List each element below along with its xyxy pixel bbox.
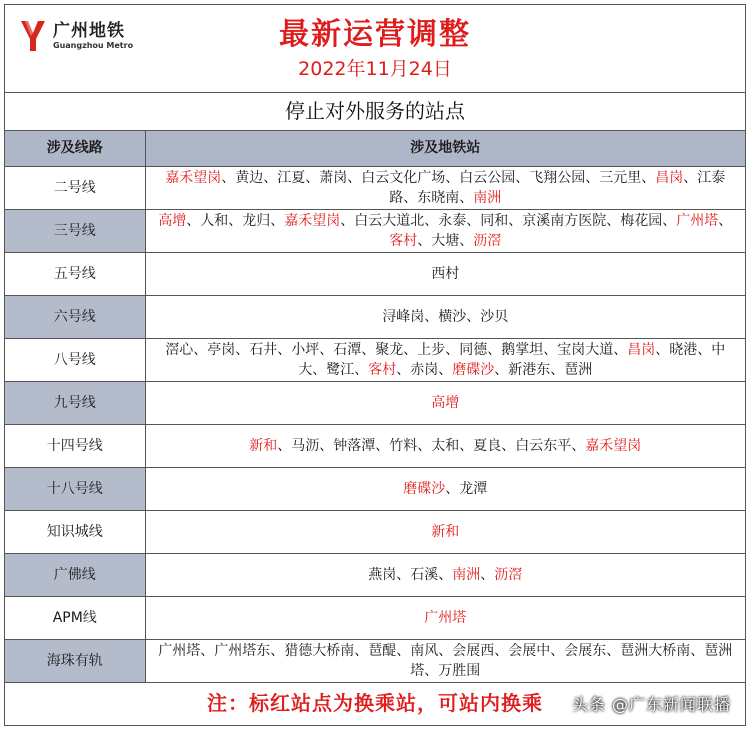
station-list bbox=[145, 295, 745, 338]
station-text: 、新港东、琶洲 bbox=[494, 361, 593, 378]
notice-header bbox=[5, 5, 745, 93]
transfer-station: 广州塔 bbox=[424, 609, 467, 626]
transfer-station: 客村 bbox=[368, 361, 397, 378]
table-row bbox=[5, 252, 745, 295]
transfer-station: 高增 bbox=[158, 212, 187, 229]
section-subtitle: 停止对外服务的站点 bbox=[5, 93, 745, 131]
station-text: 、大塘、 bbox=[417, 232, 474, 249]
station-text: 、江泰路、东晓南、 bbox=[389, 169, 726, 206]
transfer-station: 南洲 bbox=[452, 566, 481, 583]
transfer-station: 昌岗 bbox=[655, 169, 684, 186]
station-text: 广州塔、广州塔东、猎德大桥南、琶醍、南风、会展西、会展中、会展东、琶洲大桥南、琶洲塔、万胜围 bbox=[158, 642, 733, 679]
transfer-station: 昌岗 bbox=[627, 341, 656, 358]
line-name: 十八号线 bbox=[5, 467, 145, 510]
page-title: 最新运营调整 bbox=[279, 17, 471, 52]
transfer-station: 广州塔 bbox=[676, 212, 719, 229]
logo-name-en: Guangzhou Metro bbox=[53, 41, 134, 50]
column-header-line: 涉及线路 bbox=[5, 131, 145, 166]
station-text: 、晓港、中大、鹭江、 bbox=[298, 341, 726, 378]
line-name: 六号线 bbox=[5, 295, 145, 338]
line-name: 九号线 bbox=[5, 381, 145, 424]
station-text: 、龙潭 bbox=[445, 480, 488, 497]
line-name: 海珠有轨 bbox=[5, 639, 145, 682]
station-text: 、白云大道北、永泰、同和、京溪南方医院、梅花园、 bbox=[340, 212, 677, 229]
transfer-station: 沥滘 bbox=[473, 232, 502, 249]
notice-date: 2022年11月24日 bbox=[298, 58, 452, 80]
table-row bbox=[5, 295, 745, 338]
transfer-note: 注：标红站点为换乘站，可站内换乘 bbox=[207, 691, 543, 715]
transfer-station: 嘉禾望岗 bbox=[585, 437, 642, 454]
station-text: 、马沥、钟落潭、竹料、太和、夏良、白云东平、 bbox=[277, 437, 586, 454]
station-text: 、 bbox=[718, 212, 733, 229]
transfer-station: 新和 bbox=[249, 437, 278, 454]
station-text: 西村 bbox=[431, 265, 460, 282]
transfer-station: 磨碟沙 bbox=[403, 480, 446, 497]
station-text: 燕岗、石溪、 bbox=[368, 566, 453, 583]
table-row bbox=[5, 553, 745, 596]
table-row bbox=[5, 166, 745, 209]
transfer-station: 嘉禾望岗 bbox=[165, 169, 222, 186]
transfer-station: 嘉禾望岗 bbox=[284, 212, 341, 229]
notice-sheet bbox=[4, 4, 746, 726]
table-row bbox=[5, 596, 745, 639]
line-name: 广佛线 bbox=[5, 553, 145, 596]
line-name: 二号线 bbox=[5, 166, 145, 209]
line-name: 十四号线 bbox=[5, 424, 145, 467]
station-text: 、 bbox=[480, 566, 495, 583]
station-list bbox=[145, 338, 745, 381]
station-list bbox=[145, 252, 745, 295]
station-list bbox=[145, 639, 745, 682]
station-list bbox=[145, 467, 745, 510]
transfer-station: 沥滘 bbox=[494, 566, 523, 583]
station-text: 、人和、龙归、 bbox=[186, 212, 285, 229]
table-row bbox=[5, 338, 745, 381]
station-list bbox=[145, 209, 745, 252]
source-watermark: 头条 @广东新闻联播 bbox=[571, 695, 731, 714]
line-name: 五号线 bbox=[5, 252, 145, 295]
station-text: 、赤岗、 bbox=[396, 361, 453, 378]
line-name: 知识城线 bbox=[5, 510, 145, 553]
table-header-row bbox=[5, 131, 745, 166]
transfer-station: 新和 bbox=[431, 523, 460, 540]
station-list bbox=[145, 596, 745, 639]
line-name: APM线 bbox=[5, 596, 145, 639]
line-name: 八号线 bbox=[5, 338, 145, 381]
table-row bbox=[5, 467, 745, 510]
station-text: 滘心、亭岗、石井、小坪、石潭、聚龙、上步、同德、鹅掌坦、宝岗大道、 bbox=[165, 341, 628, 358]
station-list bbox=[145, 424, 745, 467]
table-row bbox=[5, 510, 745, 553]
closed-stations-table bbox=[5, 131, 745, 683]
station-list bbox=[145, 553, 745, 596]
logo-name-cn: 广州地铁 bbox=[53, 21, 125, 41]
column-header-stations: 涉及地铁站 bbox=[145, 131, 745, 166]
station-list bbox=[145, 381, 745, 424]
transfer-station: 南洲 bbox=[473, 189, 502, 206]
station-text: 、黄边、江夏、萧岗、白云文化广场、白云公园、飞翔公园、三元里、 bbox=[221, 169, 656, 186]
transfer-station: 磨碟沙 bbox=[452, 361, 495, 378]
table-row bbox=[5, 424, 745, 467]
table-row bbox=[5, 639, 745, 682]
station-text: 浔峰岗、横沙、沙贝 bbox=[382, 308, 509, 325]
transfer-station: 高增 bbox=[431, 394, 460, 411]
line-name: 三号线 bbox=[5, 209, 145, 252]
station-list bbox=[145, 166, 745, 209]
table-row bbox=[5, 381, 745, 424]
transfer-station: 客村 bbox=[389, 232, 418, 249]
station-list bbox=[145, 510, 745, 553]
table-row bbox=[5, 209, 745, 252]
